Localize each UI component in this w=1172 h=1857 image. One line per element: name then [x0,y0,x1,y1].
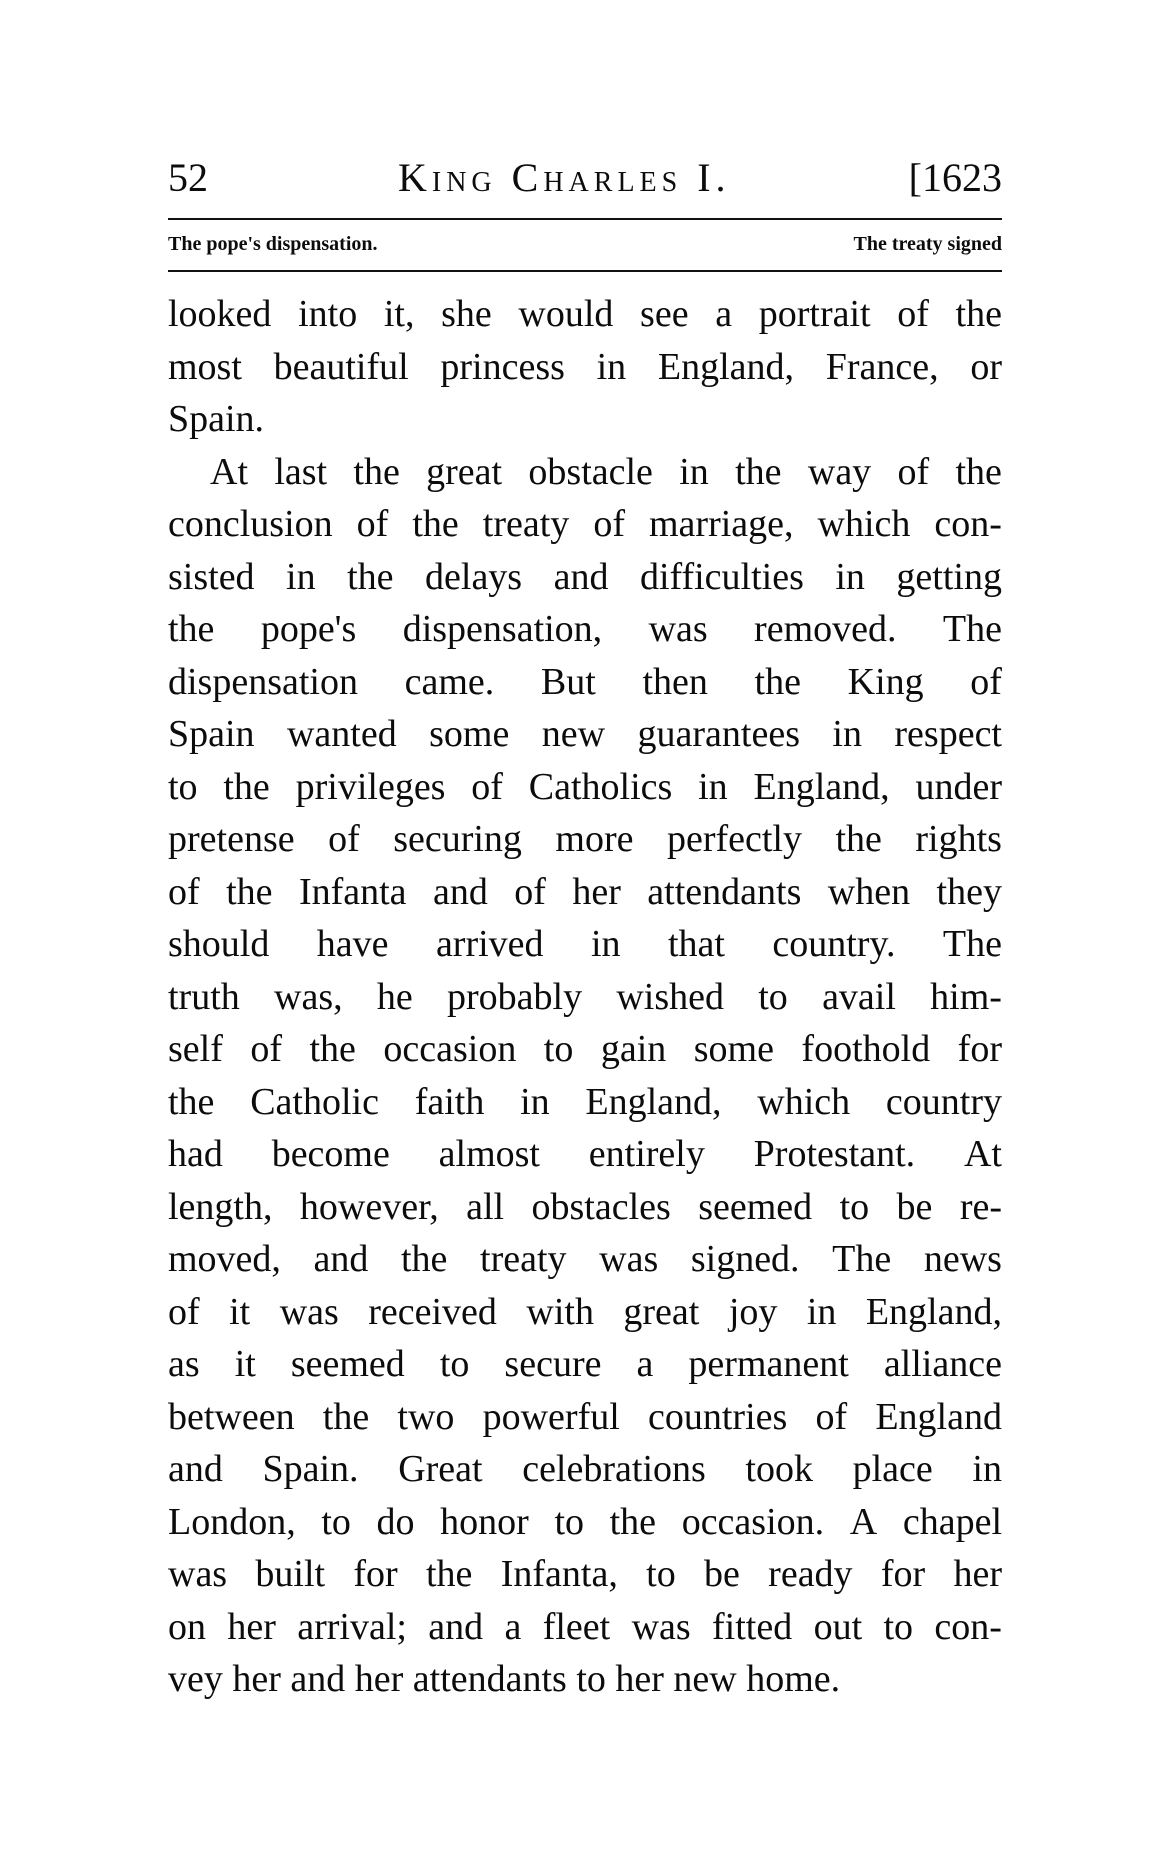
body-line: Spain wanted some new guarantees in respect [168,713,1002,755]
body-line: conclusion of the treaty of marriage, which con- [168,503,1002,545]
side-headings [168,222,1002,266]
body-line: truth was, he probably wished to avail him- [168,975,1002,1018]
body-line: length, however, all obstacles seemed to be re- [168,1185,1002,1228]
body-line: between the two powerful countries of England [168,1395,1002,1438]
page-number: 52 [168,155,208,200]
body-line: was built for the Infanta, to be ready for her [168,1553,1002,1595]
body-line: and Spain. Great celebrations took place in [168,1448,1002,1490]
body-line: moved, and the treaty was signed. The news [168,1238,1002,1280]
page-header [168,150,1002,206]
side-heading-right: The treaty signed [853,233,1002,255]
header-rule-top [168,218,1002,220]
body-line: to the privileges of Catholics in England, under [168,765,1002,808]
header-rule-bottom [168,270,1002,272]
body-line: pretense of securing more perfectly the rights [168,818,1002,860]
body-line: of the Infanta and of her attendants when they [168,870,1002,913]
body-line: of it was received with great joy in England, [168,1290,1002,1333]
body-line: sisted in the delays and difficulties in getting [168,555,1002,598]
body-line: had become almost entirely Protestant. At [168,1133,1002,1175]
body-line: dispensation came. But then the King of [168,660,1002,703]
body-line: most beautiful princess in England, France, or [168,345,1002,388]
body-line: should have arrived in that country. The [168,923,1002,965]
running-title: King Charles I. [398,155,731,200]
body-line: on her arrival; and a fleet was fitted out to con- [168,1605,1002,1648]
body-line: as it seemed to secure a permanent alliance [168,1343,1002,1385]
body-text [168,288,1002,1706]
body-line: looked into it, she would see a portrait of the [168,293,1002,335]
side-heading-left: The pope's dispensation. [168,233,378,255]
header-year: [1623 [908,155,1002,200]
body-line: self of the occasion to gain some foothold for [168,1028,1002,1070]
body-line: London, to do honor to the occasion. A chapel [168,1500,1002,1543]
body-line: vey her and her attendants to her new home. [168,1658,841,1700]
body-line: At last the great obstacle in the way of the [210,450,1002,493]
body-line: the Catholic faith in England, which country [168,1080,1002,1123]
body-line: the pope's dispensation, was removed. The [168,608,1002,650]
body-line: Spain. [168,398,265,440]
